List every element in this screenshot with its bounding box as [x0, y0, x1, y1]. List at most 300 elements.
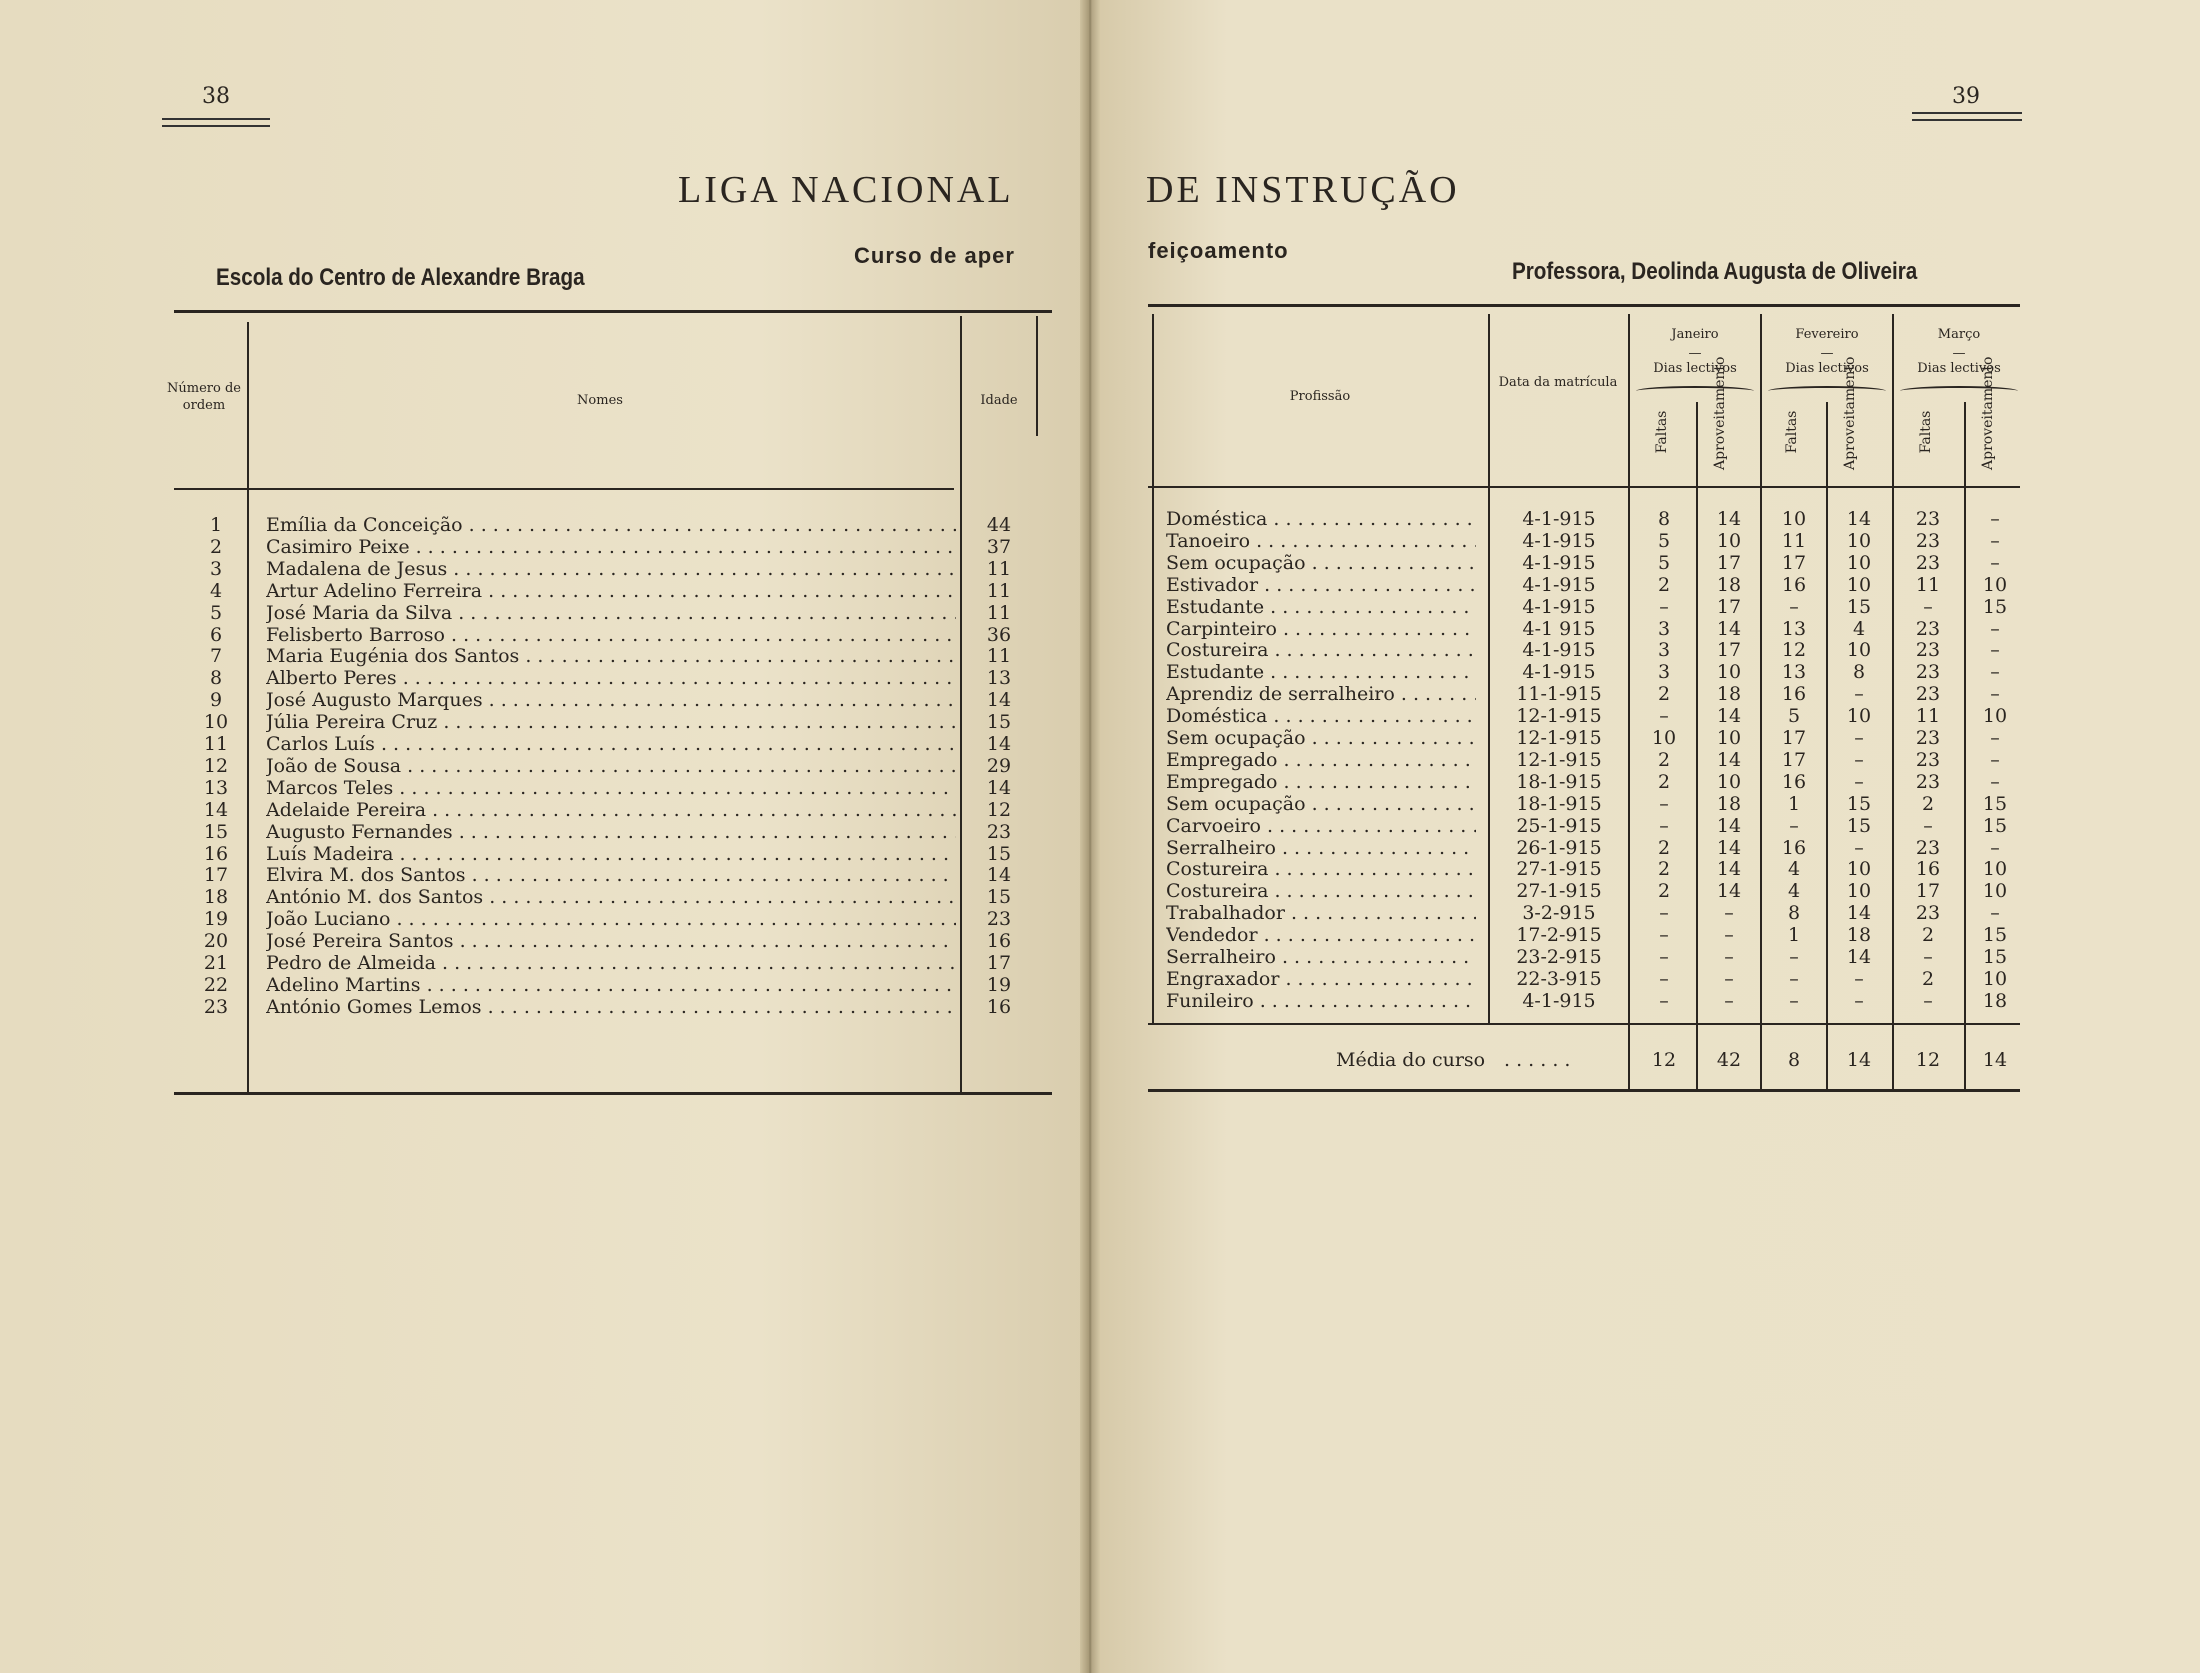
mar-aproveitamento: –	[1990, 639, 2000, 662]
student-name: Emília da Conceição . . .	[266, 514, 956, 536]
jan-aproveitamento: 14	[1716, 858, 1742, 881]
right-table-sum-rule	[1148, 1023, 2020, 1025]
student-name: Felisberto Barroso . . .	[266, 624, 956, 646]
profession: Tanoeiro . . .	[1166, 530, 1476, 552]
title-right-part: DE INSTRUÇÃO	[1146, 169, 1460, 211]
fev-aproveitamento: –	[1854, 770, 1864, 793]
mar-aproveitamento: 15	[1982, 924, 2008, 947]
student-age: 14	[986, 864, 1012, 887]
fev-aproveitamento: –	[1854, 989, 1864, 1012]
jan-faltas: 3	[1657, 617, 1671, 640]
fev-aproveitamento: 8	[1852, 661, 1866, 684]
mar-faltas: 17	[1915, 880, 1941, 903]
mar-aproveitamento: 10	[1982, 967, 2008, 990]
student-age: 15	[986, 842, 1012, 865]
mar-aproveitamento: 15	[1982, 946, 2008, 968]
mar-faltas: 23	[1915, 727, 1941, 749]
student-name: Maria Eugénia dos Santos . . .	[266, 645, 956, 667]
average-value: 14	[1846, 1049, 1872, 1071]
enrollment-date: 23-2-915	[1516, 946, 1602, 968]
student-age: 14	[986, 689, 1012, 712]
student-name: João de Sousa . . .	[266, 755, 956, 777]
profession: Empregado . . .	[1166, 771, 1476, 793]
jan-aproveitamento: 17	[1716, 551, 1742, 574]
student-number: 12	[203, 754, 229, 777]
profession: Costureira . . .	[1166, 858, 1476, 880]
jan-faltas: 2	[1657, 573, 1671, 596]
jan-faltas: –	[1659, 989, 1669, 1012]
mar-faltas: 2	[1921, 924, 1935, 947]
left-table-header-rule	[174, 488, 954, 490]
jan-aproveitamento: 14	[1716, 705, 1742, 728]
student-number: 4	[209, 579, 223, 602]
profession: Sem ocupação . . .	[1166, 727, 1476, 749]
jan-aproveitamento: 14	[1716, 617, 1742, 640]
mar-aproveitamento: –	[1990, 683, 2000, 706]
mar-faltas: 11	[1915, 573, 1941, 596]
student-name: Marcos Teles . . .	[266, 777, 956, 799]
jan-faltas: –	[1659, 924, 1669, 947]
jan-aproveitamento: 10	[1716, 661, 1742, 684]
mar-aproveitamento: 10	[1982, 705, 2008, 728]
student-number: 3	[209, 557, 223, 580]
average-label: Média do curso	[1336, 1049, 1486, 1071]
mar-faltas: 23	[1915, 902, 1941, 925]
right-table-header-rule	[1148, 486, 2020, 488]
student-age: 19	[986, 973, 1012, 996]
profession-row	[0, 727, 2040, 749]
student-age: 36	[986, 623, 1012, 646]
enrollment-date: 4-1-915	[1522, 573, 1596, 596]
school-name: Escola do Centro de Alexandre Braga	[216, 264, 585, 291]
student-name: António M. dos Santos . . .	[266, 886, 956, 908]
fev-faltas: 16	[1781, 770, 1807, 793]
average-value: 12	[1915, 1049, 1941, 1071]
enrollment-date: 18-1-915	[1516, 770, 1602, 793]
student-name: Carlos Luís . . .	[266, 733, 956, 755]
fev-faltas: 13	[1781, 617, 1807, 640]
student-number: 5	[209, 601, 223, 624]
fev-aproveitamento: –	[1854, 748, 1864, 771]
student-number: 19	[203, 908, 229, 931]
profession-row	[0, 990, 2040, 1012]
fev-aproveitamento: 10	[1846, 705, 1872, 728]
mar-faltas: 23	[1915, 639, 1941, 662]
enrollment-date: 12-1-915	[1516, 727, 1602, 749]
student-number: 9	[209, 689, 223, 712]
page-number-right: 39	[1952, 84, 1980, 109]
header-numero: Número de ordem	[167, 381, 241, 413]
jan-aproveitamento: –	[1724, 967, 1734, 990]
jan-faltas: 8	[1657, 508, 1671, 530]
jan-faltas: 2	[1657, 748, 1671, 771]
enrollment-date: 26-1-915	[1516, 836, 1602, 859]
jan-aproveitamento: 14	[1716, 880, 1742, 903]
fev-faltas: 13	[1781, 661, 1807, 684]
fev-faltas: 16	[1781, 836, 1807, 859]
enrollment-date: 18-1-915	[1516, 792, 1602, 815]
mar-faltas: –	[1923, 989, 1933, 1012]
enrollment-date: 4-1-915	[1522, 551, 1596, 574]
enrollment-date: 27-1-915	[1516, 858, 1602, 881]
student-number: 14	[203, 798, 229, 821]
jan-aproveitamento: 17	[1716, 595, 1742, 618]
mar-aproveitamento: 18	[1982, 989, 2008, 1012]
average-value: 42	[1716, 1049, 1742, 1071]
fev-faltas: 4	[1787, 880, 1801, 903]
fev-faltas: 16	[1781, 683, 1807, 706]
jan-aproveitamento: 18	[1716, 683, 1742, 706]
header-faltas-3: Faltas	[1918, 410, 1934, 454]
student-age: 11	[986, 557, 1012, 580]
mar-faltas: –	[1923, 946, 1933, 968]
student-number: 18	[203, 886, 229, 909]
average-value: 12	[1651, 1049, 1677, 1071]
student-name: José Augusto Marques . . .	[266, 689, 956, 711]
header-aprov-3: Aproveitamento	[1980, 356, 1996, 470]
profession-row	[0, 552, 2040, 574]
student-age: 23	[986, 908, 1012, 931]
fev-faltas: 17	[1781, 727, 1807, 749]
jan-faltas: 5	[1657, 551, 1671, 574]
right-table-top-rule	[1148, 304, 2020, 307]
student-name: Casimiro Peixe . . .	[266, 536, 956, 558]
course-right-part: feiçoamento	[1148, 238, 1289, 263]
mar-aproveitamento: –	[1990, 902, 2000, 925]
profession-row	[0, 815, 2040, 837]
jan-aproveitamento: 10	[1716, 727, 1742, 749]
profession-row	[0, 837, 2040, 859]
mar-faltas: 23	[1915, 836, 1941, 859]
fev-faltas: 11	[1781, 529, 1807, 552]
fev-faltas: 10	[1781, 508, 1807, 530]
fev-aproveitamento: 15	[1846, 792, 1872, 815]
student-number: 15	[203, 820, 229, 843]
fev-aproveitamento: 18	[1846, 924, 1872, 947]
header-idade: Idade	[980, 393, 1018, 408]
profession-row	[0, 858, 2040, 880]
profession-row	[0, 574, 2040, 596]
fev-aproveitamento: 4	[1852, 617, 1866, 640]
jan-faltas: –	[1659, 946, 1669, 968]
jan-aproveitamento: –	[1724, 946, 1734, 968]
jan-aproveitamento: 18	[1716, 573, 1742, 596]
student-age: 16	[986, 995, 1012, 1018]
profession-row	[0, 880, 2040, 902]
mar-aproveitamento: 10	[1982, 573, 2008, 596]
enrollment-date: 17-2-915	[1516, 924, 1602, 947]
profession: Funileiro . . .	[1166, 990, 1476, 1012]
jan-aproveitamento: 14	[1716, 814, 1742, 837]
header-brace-3	[1900, 386, 2018, 396]
student-age: 11	[986, 579, 1012, 602]
profession-row	[0, 902, 2040, 924]
fev-faltas: –	[1789, 989, 1799, 1012]
student-number: 7	[209, 645, 223, 668]
profession: Aprendiz de serralheiro . . .	[1166, 683, 1476, 705]
profession: Vendedor . . .	[1166, 924, 1476, 946]
student-name: Augusto Fernandes . . .	[266, 821, 956, 843]
mar-faltas: 23	[1915, 770, 1941, 793]
mar-aproveitamento: –	[1990, 748, 2000, 771]
profession: Serralheiro . . .	[1166, 946, 1476, 968]
student-age: 15	[986, 886, 1012, 909]
fev-faltas: 5	[1787, 705, 1801, 728]
fev-faltas: 1	[1787, 792, 1801, 815]
enrollment-date: 12-1-915	[1516, 705, 1602, 728]
fev-aproveitamento: 10	[1846, 858, 1872, 881]
profession-row	[0, 639, 2040, 661]
profession-row	[0, 705, 2040, 727]
jan-faltas: –	[1659, 814, 1669, 837]
mar-aproveitamento: –	[1990, 661, 2000, 684]
jan-aproveitamento: 14	[1716, 748, 1742, 771]
average-row: Média do curso . . . . . .	[1336, 1049, 1571, 1071]
fev-aproveitamento: 14	[1846, 902, 1872, 925]
profession: Estivador . . .	[1166, 574, 1476, 596]
header-faltas-2: Faltas	[1784, 410, 1800, 454]
fev-aproveitamento: 14	[1846, 946, 1872, 968]
student-age: 15	[986, 711, 1012, 734]
jan-faltas: 2	[1657, 770, 1671, 793]
profession-row	[0, 508, 2040, 530]
mar-faltas: –	[1923, 595, 1933, 618]
jan-faltas: –	[1659, 595, 1669, 618]
fev-aproveitamento: 10	[1846, 880, 1872, 903]
jan-faltas: –	[1659, 902, 1669, 925]
mar-faltas: 23	[1915, 748, 1941, 771]
student-number: 17	[203, 864, 229, 887]
student-number: 21	[203, 952, 229, 974]
profession-row	[0, 946, 2040, 968]
header-data-matricula: Data da matrícula	[1498, 375, 1618, 390]
course-left-part: Curso de aper	[854, 243, 1015, 268]
enrollment-date: 4-1-915	[1522, 661, 1596, 684]
student-number: 13	[203, 776, 229, 799]
mar-aproveitamento: –	[1990, 508, 2000, 530]
jan-faltas: –	[1659, 705, 1669, 728]
student-name: José Maria da Silva . . .	[266, 602, 956, 624]
student-name: Júlia Pereira Cruz . . .	[266, 711, 956, 733]
header-month-marco: Março	[1937, 327, 1981, 342]
student-number: 2	[209, 535, 223, 558]
mar-faltas: 2	[1921, 967, 1935, 990]
profession-row	[0, 793, 2040, 815]
enrollment-date: 3-2-915	[1522, 902, 1596, 925]
fev-aproveitamento: 10	[1846, 639, 1872, 662]
student-name: Pedro de Almeida . . .	[266, 952, 956, 974]
mar-aproveitamento: –	[1990, 836, 2000, 859]
student-number: 1	[209, 514, 223, 536]
header-faltas-1: Faltas	[1654, 410, 1670, 454]
average-value: 14	[1982, 1049, 2008, 1071]
fev-faltas: 16	[1781, 573, 1807, 596]
student-age: 17	[986, 952, 1012, 974]
student-number: 11	[203, 733, 229, 755]
mar-faltas: 23	[1915, 683, 1941, 706]
profession: Costureira . . .	[1166, 880, 1476, 902]
student-name: Alberto Peres . . .	[266, 667, 956, 689]
mar-faltas: 16	[1915, 858, 1941, 881]
jan-faltas: 2	[1657, 880, 1671, 903]
enrollment-date: 4-1-915	[1522, 639, 1596, 662]
enrollment-date: 11-1-915	[1516, 683, 1602, 706]
header-dias-lectivos-3: Dias lectivos	[1917, 361, 2001, 376]
profession: Doméstica . . .	[1166, 508, 1476, 530]
page-number-rule-right	[1912, 112, 2022, 121]
profession-row	[0, 924, 2040, 946]
jan-aproveitamento: –	[1724, 989, 1734, 1012]
student-name: Adelino Martins . . .	[266, 974, 956, 996]
profession: Carpinteiro . . .	[1166, 618, 1476, 640]
header-brace-1	[1636, 386, 1754, 396]
student-age: 29	[986, 754, 1012, 777]
jan-faltas: 5	[1657, 529, 1671, 552]
mar-aproveitamento: –	[1990, 770, 2000, 793]
profession-row	[0, 683, 2040, 705]
average-value: 8	[1787, 1049, 1801, 1071]
mar-faltas: 23	[1915, 529, 1941, 552]
mar-faltas: 23	[1915, 551, 1941, 574]
profession-row	[0, 661, 2040, 683]
profession-row	[0, 530, 2040, 552]
enrollment-date: 27-1-915	[1516, 880, 1602, 903]
enrollment-date: 25-1-915	[1516, 814, 1602, 837]
mar-aproveitamento: 15	[1982, 792, 2008, 815]
fev-faltas: –	[1789, 814, 1799, 837]
student-number: 8	[209, 667, 223, 690]
enrollment-date: 22-3-915	[1516, 967, 1602, 990]
student-age: 14	[986, 733, 1012, 755]
enrollment-date: 4-1-915	[1522, 529, 1596, 552]
mar-aproveitamento: 10	[1982, 880, 2008, 903]
fev-faltas: 12	[1781, 639, 1807, 662]
fev-faltas: –	[1789, 967, 1799, 990]
fev-aproveitamento: –	[1854, 967, 1864, 990]
fev-faltas: –	[1789, 946, 1799, 968]
student-age: 37	[986, 535, 1012, 558]
header-nomes: Nomes	[577, 393, 623, 408]
header-aprov-2: Aproveitamento	[1842, 356, 1858, 470]
mar-aproveitamento: 10	[1982, 858, 2008, 881]
jan-faltas: 10	[1651, 727, 1677, 749]
student-name: Madalena de Jesus . . .	[266, 558, 956, 580]
fev-aproveitamento: 14	[1846, 508, 1872, 530]
jan-aproveitamento: 14	[1716, 508, 1742, 530]
jan-aproveitamento: 14	[1716, 836, 1742, 859]
fev-aproveitamento: –	[1854, 727, 1864, 749]
jan-faltas: 2	[1657, 836, 1671, 859]
student-name: Artur Adelino Ferreira . . .	[266, 580, 956, 602]
fev-aproveitamento: –	[1854, 836, 1864, 859]
enrollment-date: 4-1-915	[1522, 989, 1596, 1012]
profession: Sem ocupação . . .	[1166, 793, 1476, 815]
student-name: António Gomes Lemos . . .	[266, 996, 956, 1018]
fev-aproveitamento: –	[1854, 683, 1864, 706]
header-dias-lectivos-2: Dias lectivos	[1785, 361, 1869, 376]
profession-row	[0, 968, 2040, 990]
fev-faltas: 17	[1781, 551, 1807, 574]
jan-aproveitamento: 10	[1716, 770, 1742, 793]
student-number: 6	[209, 623, 223, 646]
header-month-janeiro: Janeiro	[1671, 327, 1719, 342]
mar-faltas: 11	[1915, 705, 1941, 728]
left-table-bottom-rule	[174, 1092, 1052, 1095]
left-col-divider-3	[1036, 316, 1038, 436]
profession-row	[0, 618, 2040, 640]
header-brace-2	[1768, 386, 1886, 396]
enrollment-date: 4-1-915	[1522, 595, 1596, 618]
mar-faltas: 23	[1915, 508, 1941, 530]
jan-faltas: 3	[1657, 661, 1671, 684]
profession: Costureira . . .	[1166, 639, 1476, 661]
jan-aproveitamento: 17	[1716, 639, 1742, 662]
fev-aproveitamento: 10	[1846, 573, 1872, 596]
student-number: 22	[203, 973, 229, 996]
profession-row	[0, 749, 2040, 771]
fev-faltas: 8	[1787, 902, 1801, 925]
profession: Serralheiro . . .	[1166, 837, 1476, 859]
mar-aproveitamento: –	[1990, 727, 2000, 749]
mar-aproveitamento: –	[1990, 617, 2000, 640]
jan-aproveitamento: –	[1724, 924, 1734, 947]
title-left-part: LIGA NACIONAL	[678, 169, 1014, 211]
jan-faltas: 2	[1657, 683, 1671, 706]
right-table-bottom-rule	[1148, 1089, 2020, 1092]
jan-aproveitamento: –	[1724, 902, 1734, 925]
mar-aproveitamento: 15	[1982, 595, 2008, 618]
jan-aproveitamento: 10	[1716, 529, 1742, 552]
enrollment-date: 4-1-915	[1522, 508, 1596, 530]
student-age: 12	[986, 798, 1012, 821]
left-table-top-rule	[174, 310, 1052, 313]
student-age: 13	[986, 667, 1012, 690]
mar-aproveitamento: –	[1990, 529, 2000, 552]
student-number: 23	[203, 995, 229, 1018]
mar-faltas: 2	[1921, 792, 1935, 815]
profession: Estudante . . .	[1166, 661, 1476, 683]
profession: Engraxador . . .	[1166, 968, 1476, 990]
header-aprov-1: Aproveitamento	[1712, 356, 1728, 470]
mar-aproveitamento: –	[1990, 551, 2000, 574]
jan-faltas: –	[1659, 967, 1669, 990]
student-age: 14	[986, 776, 1012, 799]
student-number: 20	[203, 930, 229, 953]
page-number-left: 38	[202, 84, 230, 109]
jan-aproveitamento: 18	[1716, 792, 1742, 815]
enrollment-date: 4-1 915	[1522, 617, 1596, 640]
profession: Estudante . . .	[1166, 596, 1476, 618]
fev-faltas: –	[1789, 595, 1799, 618]
mar-faltas: 23	[1915, 617, 1941, 640]
fev-faltas: 17	[1781, 748, 1807, 771]
jan-faltas: –	[1659, 792, 1669, 815]
mar-faltas: 23	[1915, 661, 1941, 684]
fev-aproveitamento: 15	[1846, 595, 1872, 618]
student-name: Elvira M. dos Santos . . .	[266, 864, 956, 886]
header-profissao: Profissão	[1289, 389, 1351, 404]
profession: Carvoeiro . . .	[1166, 815, 1476, 837]
fev-aproveitamento: 15	[1846, 814, 1872, 837]
mar-faltas: –	[1923, 814, 1933, 837]
profession: Trabalhador . . .	[1166, 902, 1476, 924]
jan-faltas: 2	[1657, 858, 1671, 881]
student-name: José Pereira Santos . . .	[266, 930, 956, 952]
profession-row	[0, 771, 2040, 793]
teacher-name: Professora, Deolinda Augusta de Oliveira	[1512, 258, 1918, 285]
enrollment-date: 12-1-915	[1516, 748, 1602, 771]
student-age: 11	[986, 601, 1012, 624]
